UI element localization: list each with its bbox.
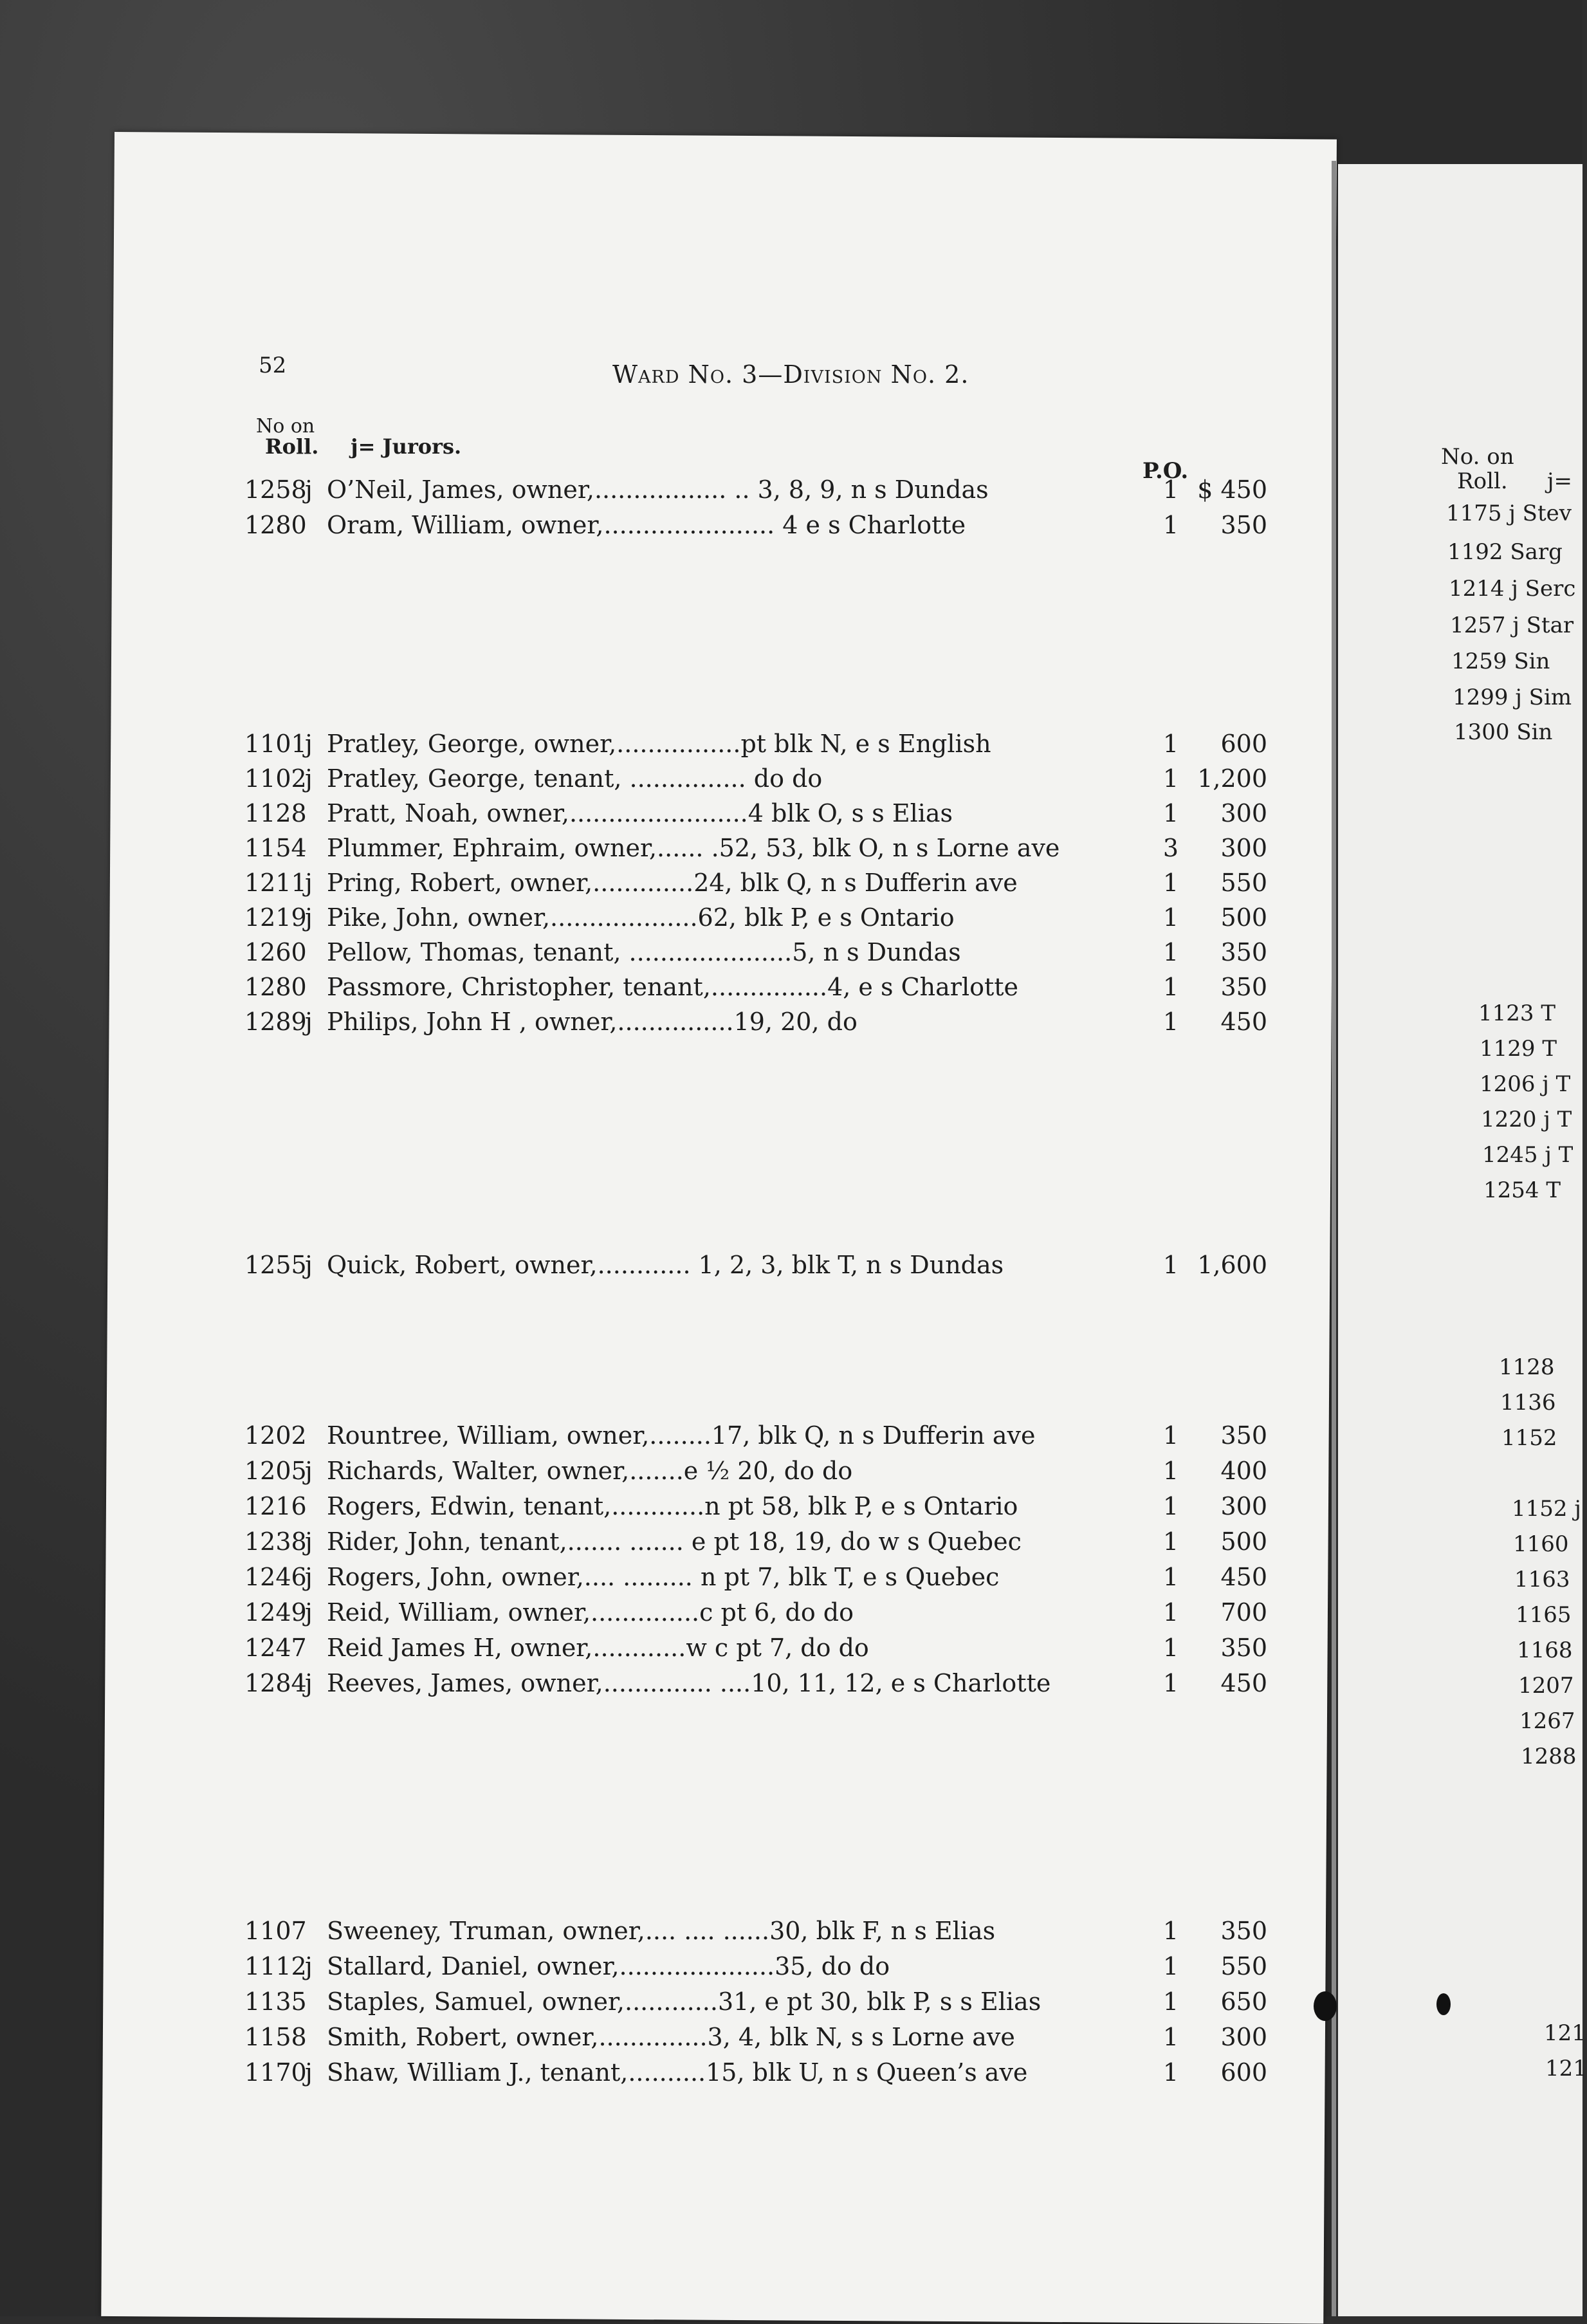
po-value: 1 xyxy=(1162,2058,1179,2087)
assessed-value: 650 xyxy=(1220,1987,1267,2016)
entry-text: Rogers, Edwin, tenant,............n pt 58, blk P, e s Ontario xyxy=(327,1492,1018,1520)
roll-entry xyxy=(244,2056,1274,2089)
entry-text: Pratley, George, owner,................pt blk N, e s English xyxy=(327,730,991,758)
po-value: 1 xyxy=(1162,869,1179,897)
right-fragment: 1245 j T xyxy=(1482,1142,1573,1168)
po-column-header: P.O. xyxy=(1142,458,1189,484)
roll-entry xyxy=(244,727,1274,761)
assessed-value: 350 xyxy=(1220,938,1267,966)
roll-entry xyxy=(244,970,1274,1004)
juror-mark: j xyxy=(305,903,313,932)
right-fragment: 1168 xyxy=(1517,1637,1573,1663)
assessed-value: 350 xyxy=(1220,1421,1267,1450)
right-fragment: 1207 xyxy=(1518,1673,1574,1699)
entry-text: Philips, John H , owner,...............19, 20, do xyxy=(327,1008,858,1036)
assessed-value: $ 450 xyxy=(1197,475,1267,504)
assessed-value: 500 xyxy=(1220,1527,1267,1556)
assessed-value: 600 xyxy=(1220,2058,1267,2087)
right-fragment: 1160 xyxy=(1513,1531,1569,1557)
legend-no-on: No on xyxy=(256,415,315,438)
po-value: 1 xyxy=(1162,511,1179,539)
entry-text: Plummer, Ephraim, owner,...... .52, 53, blk O, n s Lorne ave xyxy=(327,834,1060,862)
roll-number: 1112 xyxy=(244,1952,307,1980)
roll-number: 1202 xyxy=(244,1421,307,1450)
right-fragment: 1129 T xyxy=(1480,1036,1557,1062)
roll-entry xyxy=(244,1666,1274,1700)
roll-number: 1246 xyxy=(244,1563,307,1591)
right-fragment: 1175 j Stev xyxy=(1446,501,1572,526)
right-fragment: 1163 xyxy=(1514,1567,1570,1592)
entry-text: Oram, William, owner,...................... 4 e s Charlotte xyxy=(327,511,966,539)
po-value: 1 xyxy=(1162,1917,1179,1945)
legend-jurors: j= Jurors. xyxy=(351,434,462,459)
po-value: 1 xyxy=(1162,475,1179,504)
po-value: 1 xyxy=(1162,730,1179,758)
right-fragment: 1254 T xyxy=(1483,1177,1561,1203)
roll-number: 1284 xyxy=(244,1669,307,1697)
roll-number: 1216 xyxy=(244,1492,307,1520)
juror-mark: j xyxy=(305,869,313,897)
entry-text: Pike, John, owner,...................62, blk P, e s Ontario xyxy=(327,903,955,932)
right-fragment: 1136 xyxy=(1500,1390,1556,1416)
po-value: 3 xyxy=(1162,834,1179,862)
roll-entry xyxy=(244,1005,1274,1038)
roll-number: 1101 xyxy=(244,730,307,758)
po-value: 1 xyxy=(1162,973,1179,1001)
right-fragment: 1288 xyxy=(1521,1744,1577,1769)
roll-number: 1128 xyxy=(244,799,307,827)
running-head: Ward No. 3—Division No. 2. xyxy=(612,360,969,389)
assessed-value: 550 xyxy=(1220,1952,1267,1980)
assessed-value: 350 xyxy=(1220,511,1267,539)
roll-entry xyxy=(244,797,1274,830)
right-fragment: 1152 xyxy=(1501,1425,1557,1451)
assessed-value: 600 xyxy=(1220,730,1267,758)
po-value: 1 xyxy=(1162,1527,1179,1556)
assessed-value: 1,600 xyxy=(1197,1251,1267,1279)
entry-text: Reid James H, owner,............w c pt 7, do do xyxy=(327,1634,869,1662)
ink-blot xyxy=(1436,1993,1451,2015)
ink-blot xyxy=(1314,1991,1337,2021)
roll-number: 1158 xyxy=(244,2023,307,2051)
roll-entry xyxy=(244,473,1274,506)
juror-mark: j xyxy=(305,1563,313,1591)
roll-entry xyxy=(244,1248,1274,1282)
roll-number: 1255 xyxy=(244,1251,307,1279)
entry-text: Reeves, James, owner,.............. ....10, 11, 12, e s Charlotte xyxy=(327,1669,1051,1697)
roll-entry xyxy=(244,1985,1274,2018)
juror-mark: j xyxy=(305,1598,313,1627)
entry-text: Richards, Walter, owner,.......e ½ 20, do do xyxy=(327,1457,853,1485)
roll-number: 1154 xyxy=(244,834,307,862)
po-value: 1 xyxy=(1162,1008,1179,1036)
assessed-value: 300 xyxy=(1220,834,1267,862)
right-fragment: 1259 Sin xyxy=(1451,649,1550,674)
right-legend-no-on: No. on xyxy=(1441,444,1514,470)
juror-mark: j xyxy=(305,475,313,504)
roll-entry xyxy=(244,1914,1274,1948)
right-fragment: 1257 j Star xyxy=(1450,613,1574,638)
entry-text: Pratt, Noah, owner,.......................4 blk O, s s Elias xyxy=(327,799,953,827)
assessed-value: 300 xyxy=(1220,799,1267,827)
right-fragment: 1206 j T xyxy=(1480,1071,1571,1097)
entry-text: Rogers, John, owner,.... ......... n pt 7, blk T, e s Quebec xyxy=(327,1563,1000,1591)
roll-entry xyxy=(244,1631,1274,1665)
entry-text: Shaw, William J., tenant,..........15, blk U, n s Queen’s ave xyxy=(327,2058,1028,2087)
entry-text: Rountree, William, owner,........17, blk Q, n s Dufferin ave xyxy=(327,1421,1036,1450)
roll-number: 1289 xyxy=(244,1008,307,1036)
entry-text: Sweeney, Truman, owner,.... .... ......30, blk F, n s Elias xyxy=(327,1917,996,1945)
right-fragment: 1299 j Sim xyxy=(1453,685,1572,710)
po-value: 1 xyxy=(1162,1457,1179,1485)
legend-roll: Roll. xyxy=(265,434,319,459)
right-fragment: 121 xyxy=(1544,2020,1586,2046)
juror-mark: j xyxy=(305,1952,313,1980)
roll-number: 1258 xyxy=(244,475,307,504)
page-fold xyxy=(1332,161,1336,2316)
entry-text: Pratley, George, tenant, ............... do do xyxy=(327,764,823,793)
po-value: 1 xyxy=(1162,1563,1179,1591)
roll-number: 1102 xyxy=(244,764,307,793)
entry-text: Smith, Robert, owner,..............3, 4, blk N, s s Lorne ave xyxy=(327,2023,1015,2051)
roll-entry xyxy=(244,936,1274,969)
right-fragment: 1220 j T xyxy=(1481,1107,1572,1132)
right-fragment: 121 xyxy=(1545,2056,1587,2081)
po-value: 1 xyxy=(1162,1634,1179,1662)
right-legend-jurors: j= xyxy=(1547,468,1573,494)
roll-number: 1260 xyxy=(244,938,307,966)
entry-text: O’Neil, James, owner,................. .. 3, 8, 9, n s Dundas xyxy=(327,475,989,504)
roll-number: 1249 xyxy=(244,1598,307,1627)
po-value: 1 xyxy=(1162,903,1179,932)
juror-mark: j xyxy=(305,764,313,793)
assessed-value: 450 xyxy=(1220,1563,1267,1591)
roll-entry xyxy=(244,1950,1274,1983)
assessed-value: 300 xyxy=(1220,1492,1267,1520)
right-fragment: 1165 xyxy=(1516,1602,1572,1628)
entry-text: Pellow, Thomas, tenant, .....................5, n s Dundas xyxy=(327,938,961,966)
juror-mark: j xyxy=(305,1527,313,1556)
entry-text: Staples, Samuel, owner,............31, e pt 30, blk P, s s Elias xyxy=(327,1987,1041,2016)
assessed-value: 1,200 xyxy=(1197,764,1267,793)
assessed-value: 450 xyxy=(1220,1669,1267,1697)
right-fragment: 1128 xyxy=(1499,1354,1555,1380)
assessed-value: 350 xyxy=(1220,1634,1267,1662)
entry-text: Reid, William, owner,..............c pt 6, do do xyxy=(327,1598,854,1627)
assessed-value: 450 xyxy=(1220,1008,1267,1036)
right-legend-roll: Roll. xyxy=(1457,468,1508,494)
juror-mark: j xyxy=(305,1457,313,1485)
po-value: 1 xyxy=(1162,938,1179,966)
right-fragment: 1300 Sin xyxy=(1454,719,1553,745)
roll-number: 1135 xyxy=(244,1987,307,2016)
roll-entry xyxy=(244,1454,1274,1488)
assessed-value: 700 xyxy=(1220,1598,1267,1627)
entry-text: Rider, John, tenant,....... ....... e pt 18, 19, do w s Quebec xyxy=(327,1527,1022,1556)
roll-number: 1107 xyxy=(244,1917,307,1945)
entry-text: Pring, Robert, owner,.............24, blk Q, n s Dufferin ave xyxy=(327,869,1018,897)
assessed-value: 550 xyxy=(1220,869,1267,897)
po-value: 1 xyxy=(1162,1987,1179,2016)
right-fragment: 1214 j Serc xyxy=(1449,576,1576,602)
page-number: 52 xyxy=(259,353,287,378)
roll-entry xyxy=(244,1596,1274,1629)
juror-mark: j xyxy=(305,2058,313,2087)
right-fragment: 1192 Sarg xyxy=(1447,539,1563,565)
po-value: 1 xyxy=(1162,2023,1179,2051)
juror-mark: j xyxy=(305,1008,313,1036)
roll-entry xyxy=(244,1560,1274,1594)
roll-entry xyxy=(244,901,1274,934)
entry-text: Passmore, Christopher, tenant,...............4, e s Charlotte xyxy=(327,973,1019,1001)
roll-number: 1219 xyxy=(244,903,307,932)
roll-number: 1280 xyxy=(244,511,307,539)
roll-number: 1205 xyxy=(244,1457,307,1485)
assessed-value: 350 xyxy=(1220,1917,1267,1945)
right-fragment: 1152 j xyxy=(1512,1496,1581,1522)
po-value: 1 xyxy=(1162,1421,1179,1450)
po-value: 1 xyxy=(1162,1598,1179,1627)
roll-entry xyxy=(244,866,1274,899)
juror-mark: j xyxy=(305,1251,313,1279)
right-fragment: 1123 T xyxy=(1478,1001,1556,1026)
roll-number: 1170 xyxy=(244,2058,307,2087)
po-value: 1 xyxy=(1162,1251,1179,1279)
roll-entry xyxy=(244,1419,1274,1452)
po-value: 1 xyxy=(1162,764,1179,793)
entry-text: Quick, Robert, owner,............ 1, 2, 3, blk T, n s Dundas xyxy=(327,1251,1004,1279)
juror-mark: j xyxy=(305,1669,313,1697)
roll-number: 1211 xyxy=(244,869,307,897)
po-value: 1 xyxy=(1162,1492,1179,1520)
roll-entry xyxy=(244,2020,1274,2054)
roll-number: 1247 xyxy=(244,1634,307,1662)
po-value: 1 xyxy=(1162,1669,1179,1697)
assessed-value: 400 xyxy=(1220,1457,1267,1485)
po-value: 1 xyxy=(1162,1952,1179,1980)
roll-entry xyxy=(244,1525,1274,1558)
juror-mark: j xyxy=(305,730,313,758)
assessed-value: 350 xyxy=(1220,973,1267,1001)
roll-number: 1238 xyxy=(244,1527,307,1556)
roll-entry xyxy=(244,1489,1274,1523)
roll-entry xyxy=(244,831,1274,865)
right-fragment: 1267 xyxy=(1519,1708,1575,1734)
po-value: 1 xyxy=(1162,799,1179,827)
roll-entry xyxy=(244,762,1274,795)
roll-entry xyxy=(244,508,1274,542)
roll-number: 1280 xyxy=(244,973,307,1001)
entry-text: Stallard, Daniel, owner,....................35, do do xyxy=(327,1952,890,1980)
assessed-value: 500 xyxy=(1220,903,1267,932)
assessed-value: 300 xyxy=(1220,2023,1267,2051)
